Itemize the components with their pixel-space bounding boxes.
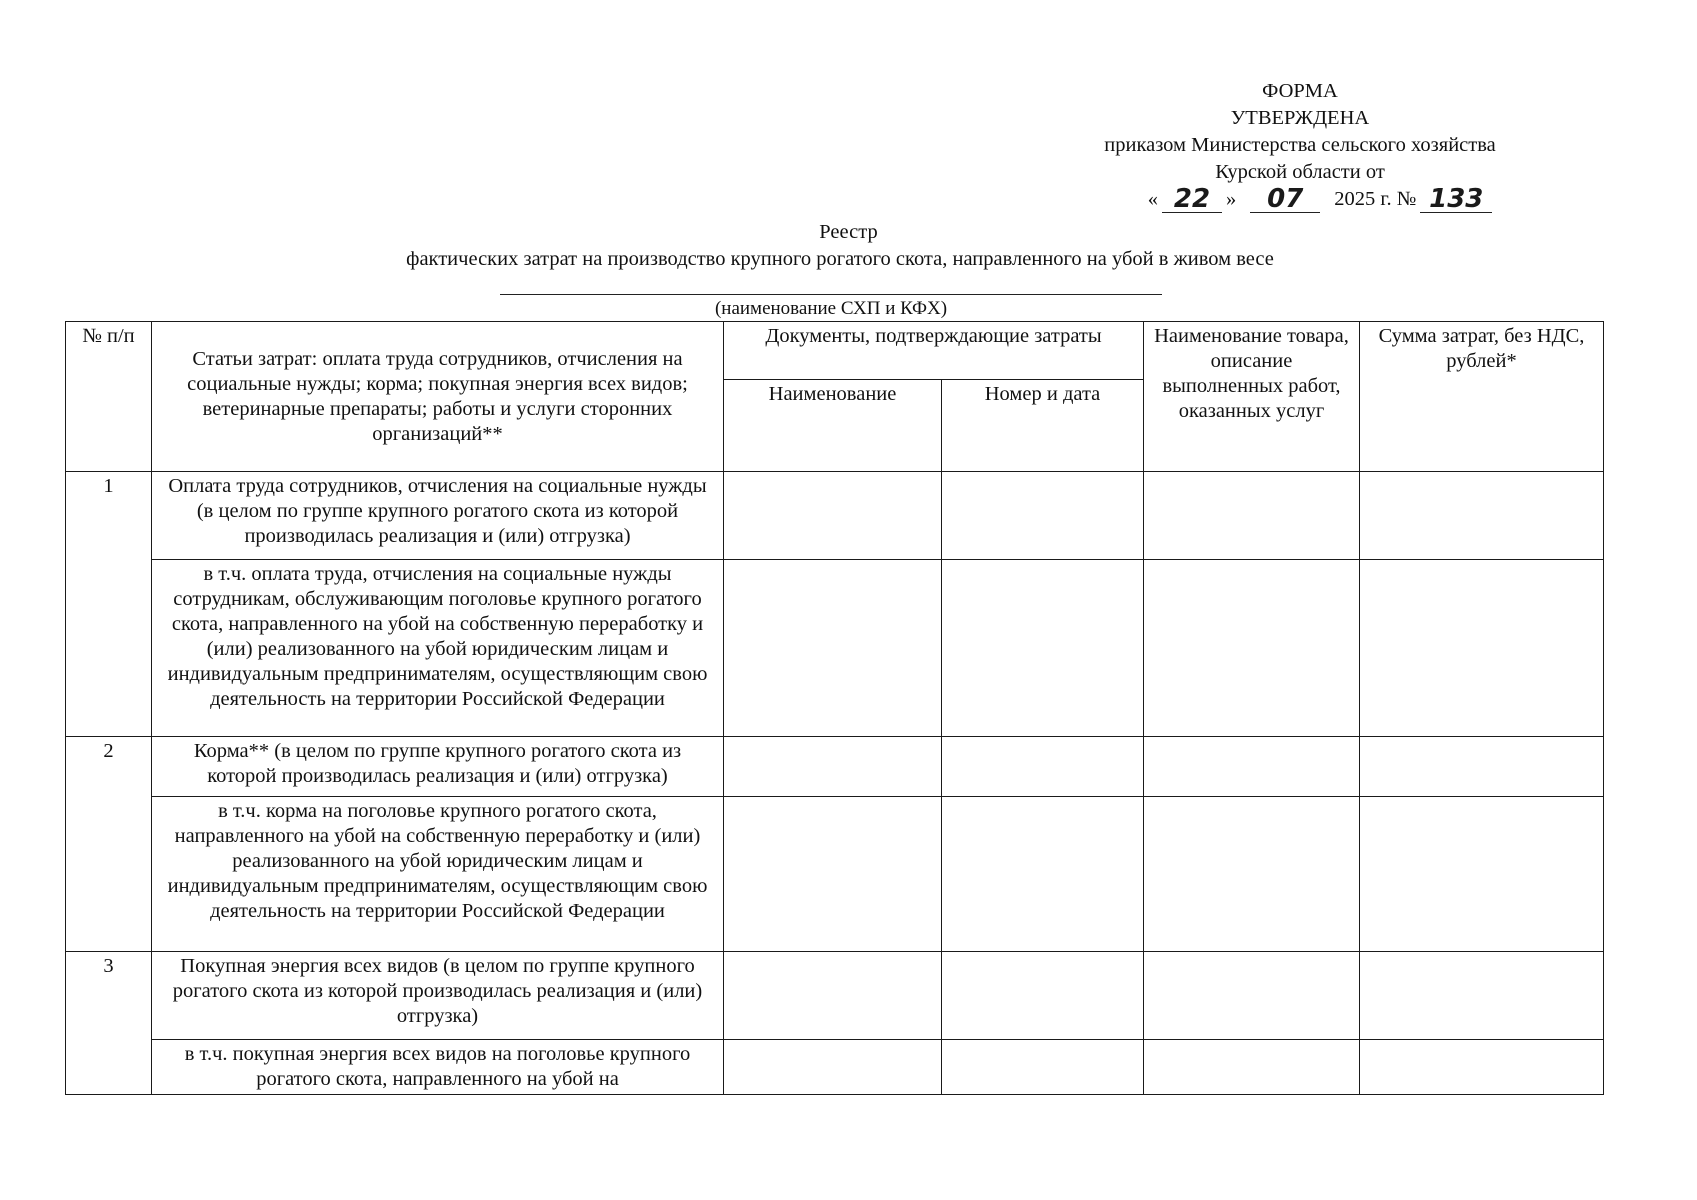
doc-number-date-cell (942, 1040, 1144, 1095)
doc-name-cell (724, 737, 942, 797)
goods-description-cell (1144, 797, 1360, 952)
registry-title: Реестр (819, 221, 878, 243)
open-quote: « (1147, 188, 1158, 210)
doc-name-cell (724, 952, 942, 1040)
close-quote: » (1225, 188, 1237, 210)
date-day: 22 (1162, 186, 1222, 213)
sum-cell (1360, 560, 1604, 737)
goods-description-cell (1144, 737, 1360, 797)
row-number: 2 (66, 737, 152, 952)
approved-label: УТВЕРЖДЕНА (1230, 107, 1370, 129)
sum-cell (1360, 797, 1604, 952)
sum-cell (1360, 1040, 1604, 1095)
doc-number-date-cell (942, 472, 1144, 560)
date-month: 07 (1250, 186, 1320, 213)
row-cost-item: в т.ч. корма на поголовье крупного рогатого скота, направленного на убой на собственную переработку и (или) реализованного на убой юридическим лицам и индивидуальным предпринимателям, осуществляющим свою деятельность на территории Российской Федерации (152, 797, 724, 952)
approved-region-text: Курской области от (1215, 161, 1385, 183)
cost-registry-table (65, 321, 1604, 1095)
row-cost-item: в т.ч. оплата труда, отчисления на социальные нужды сотрудникам, обслуживающим поголовье крупного рогатого скота, направленного на убой на собственную переработку и (или) реализованного на убой юридическим лицам и индивидуальным предпринимателям, осуществляющим свою деятельность на территории Российской Федерации (152, 560, 724, 737)
header-sum: Сумма затрат, без НДС, рублей* (1360, 322, 1604, 472)
doc-number-date-cell (942, 952, 1144, 1040)
header-doc-name: Наименование (724, 380, 942, 472)
registry-subtitle: фактических затрат на производство крупного рогатого скота, направленного на убой в живом весе (406, 248, 1274, 270)
goods-description-cell (1144, 952, 1360, 1040)
doc-number-date-cell (942, 737, 1144, 797)
table-row (66, 797, 1604, 952)
approved-by-text: приказом Министерства сельского хозяйства (1104, 134, 1496, 156)
doc-name-cell (724, 472, 942, 560)
doc-name-cell (724, 797, 942, 952)
sum-cell (1360, 737, 1604, 797)
header-documents: Документы, подтверждающие затраты (724, 322, 1144, 380)
row-cost-item: Покупная энергия всех видов (в целом по группе крупного рогатого скота из которой производилась реализация и (или) отгрузка) (152, 952, 724, 1040)
header-num: № п/п (66, 322, 152, 472)
table-row (66, 472, 1604, 560)
date-year-text: 2025 г. № (1334, 188, 1417, 210)
row-cost-item: Оплата труда сотрудников, отчисления на социальные нужды (в целом по группе крупного рогатого скота из которой производилась реализация и (или) отгрузка) (152, 472, 724, 560)
goods-description-cell (1144, 472, 1360, 560)
order-number: 133 (1420, 186, 1492, 213)
table-row (66, 952, 1604, 1040)
goods-description-cell (1144, 560, 1360, 737)
header-goods-description: Наименование товара, описание выполненных работ, оказанных услуг (1144, 322, 1360, 472)
org-name-caption: (наименование СХП и КФХ) (714, 298, 948, 319)
row-number: 1 (66, 472, 152, 737)
org-name-line (500, 294, 1162, 295)
doc-number-date-cell (942, 797, 1144, 952)
approval-block (1000, 78, 1600, 213)
table-row (66, 737, 1604, 797)
doc-name-cell (724, 560, 942, 737)
doc-name-cell (724, 1040, 942, 1095)
sum-cell (1360, 472, 1604, 560)
row-cost-item: в т.ч. покупная энергия всех видов на поголовье крупного рогатого скота, направленного на убой на (152, 1040, 724, 1095)
header-doc-number-date: Номер и дата (942, 380, 1144, 472)
table-row (66, 1040, 1604, 1095)
row-number: 3 (66, 952, 152, 1095)
goods-description-cell (1144, 1040, 1360, 1095)
sum-cell (1360, 952, 1604, 1040)
approval-date (1040, 186, 1600, 213)
doc-number-date-cell (942, 560, 1144, 737)
form-label: ФОРМА (1262, 80, 1338, 102)
header-cost-items: Статьи затрат: оплата труда сотрудников, отчисления на социальные нужды; корма; покупная энергия всех видов; ветеринарные препараты; работы и услуги сторонних организаций** (152, 322, 724, 472)
table-row (66, 560, 1604, 737)
row-cost-item: Корма** (в целом по группе крупного рогатого скота из которой производилась реализация и (или) отгрузка) (152, 737, 724, 797)
